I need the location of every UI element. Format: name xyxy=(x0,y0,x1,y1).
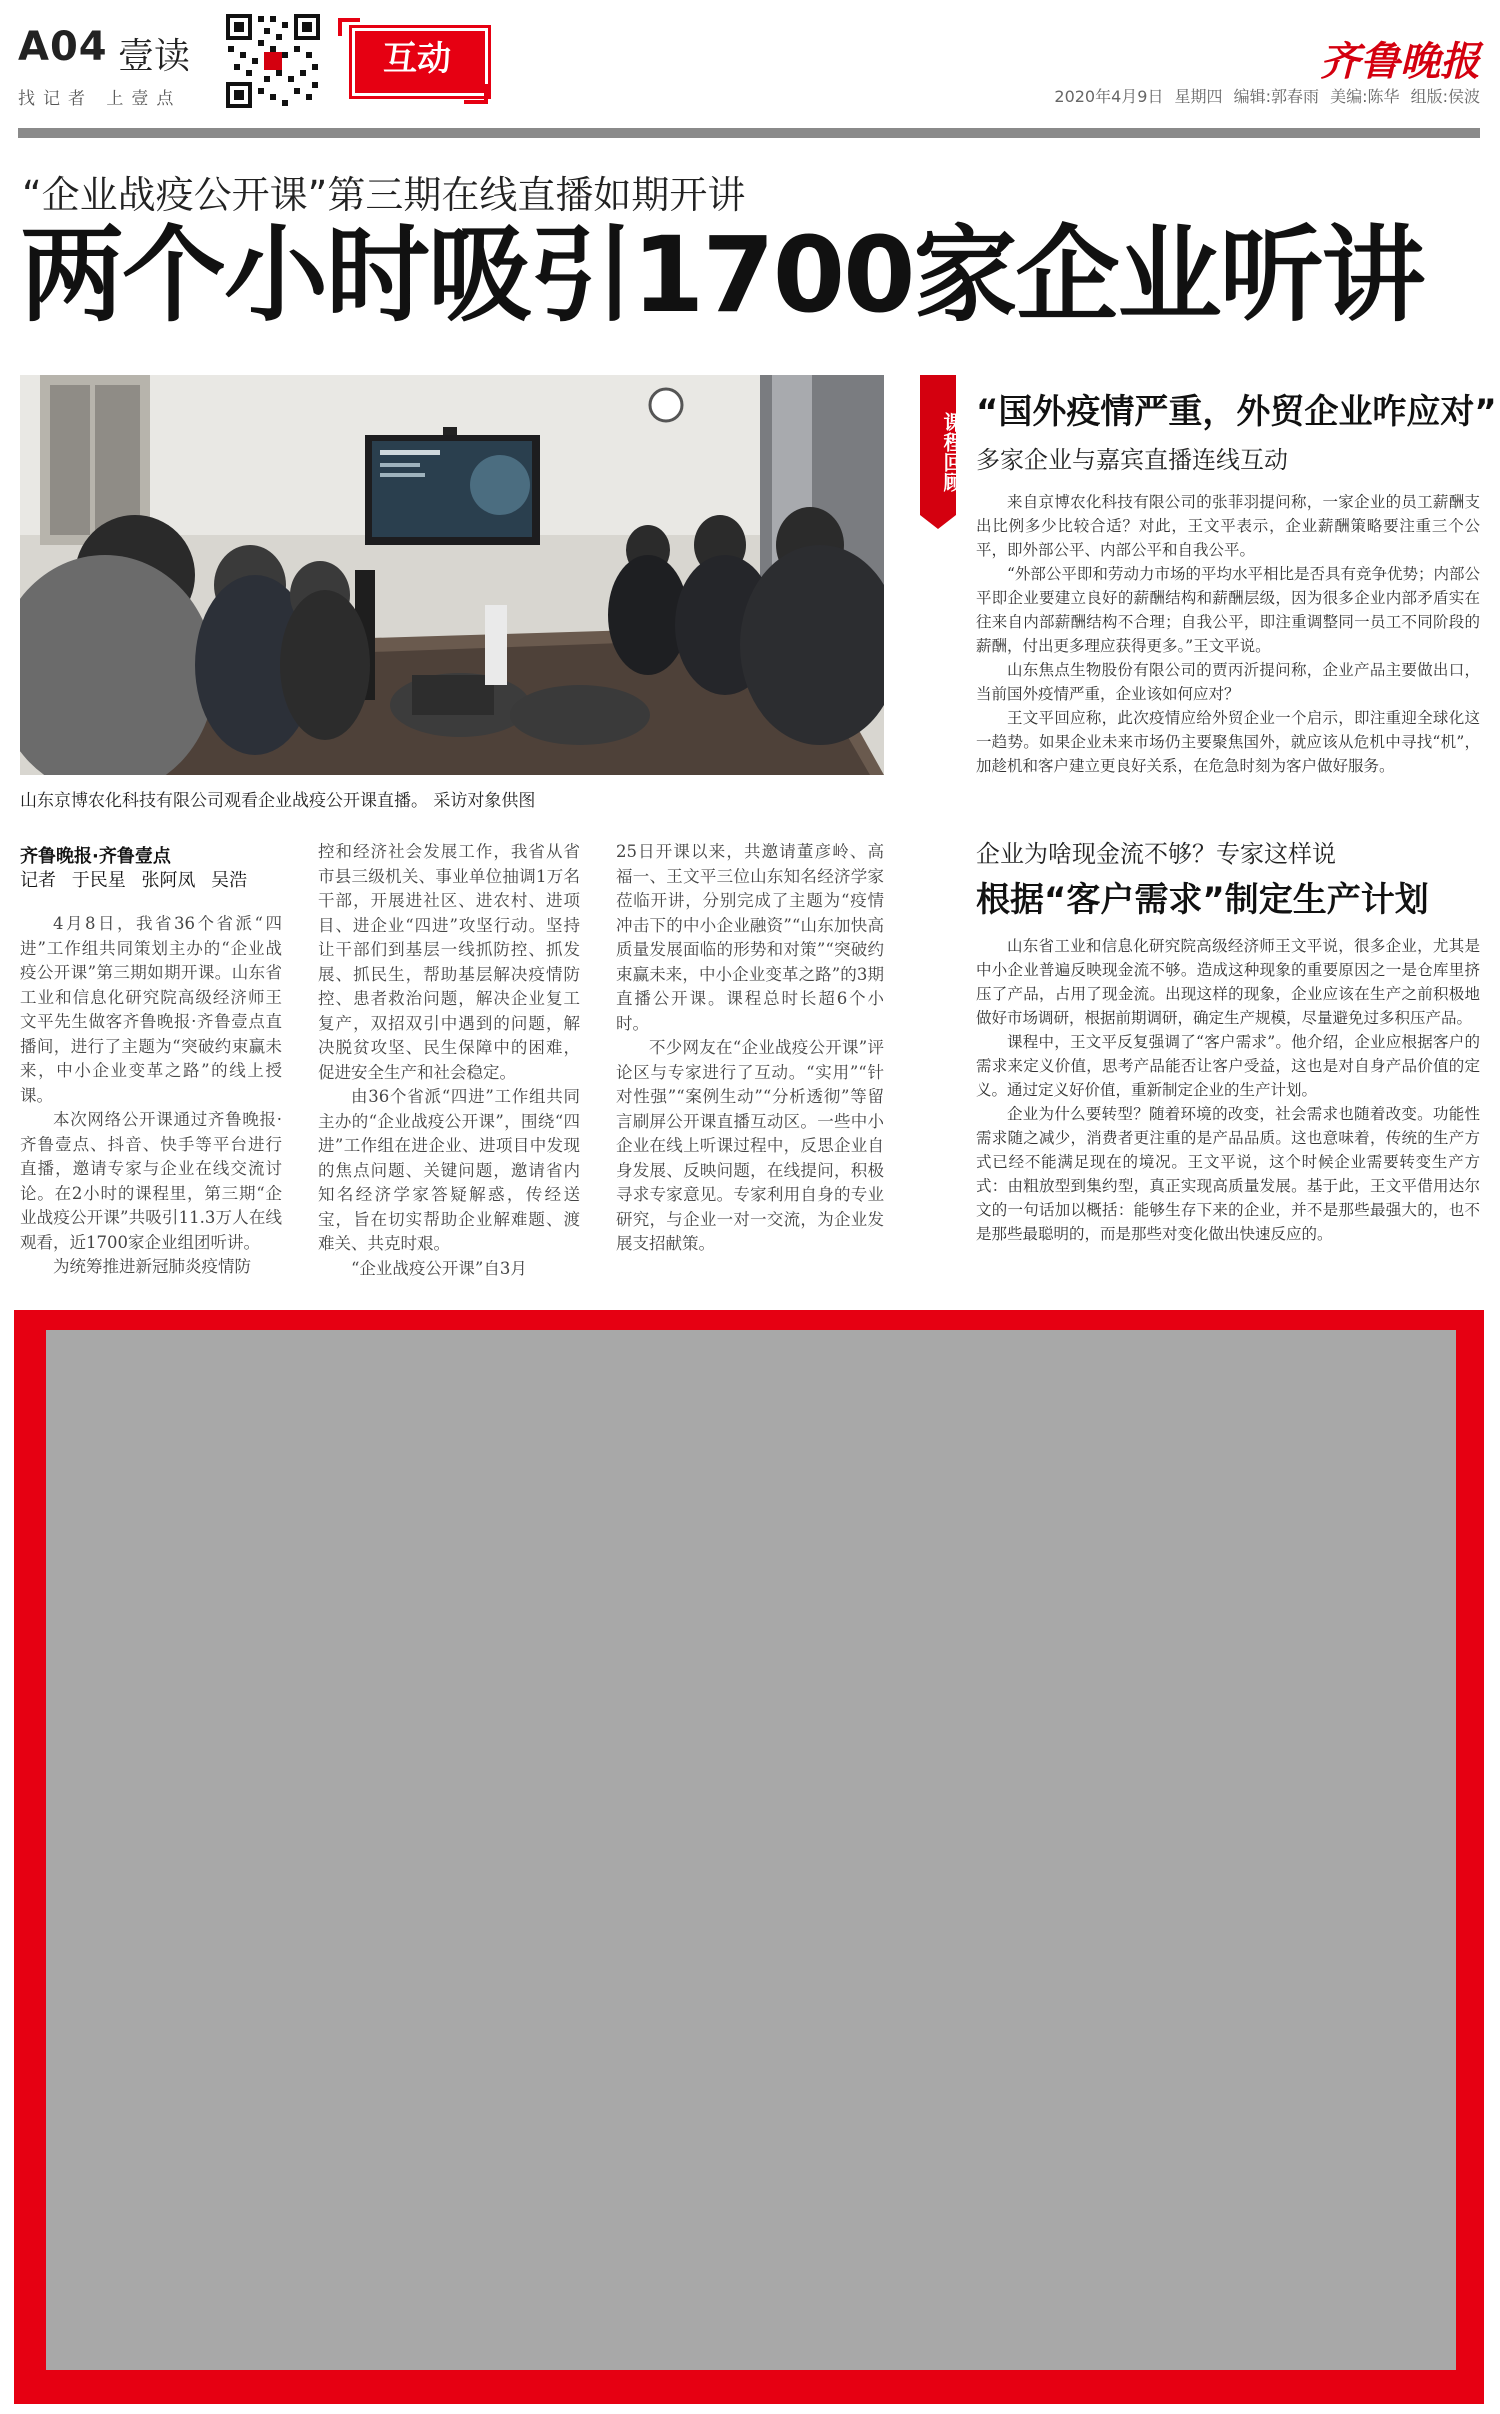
paragraph: 控和经济社会发展工作，我省从省市县三级机关、事业单位抽调1万名干部，开展进社区、进农村、进项目、进企业“四进”攻坚行动。坚持让干部们到基层一线抓防控、抓发展、抓民生，帮助基层解决疫情防控、患者救治问题，解决企业复工复产，双招双引中遇到的问题，解决脱贫攻坚、民生保障中的困难，促进安全生产和社会稳定。 xyxy=(318,842,580,1082)
byline-authors: 记者 于民星 张阿凤 吴浩 xyxy=(20,870,248,891)
paragraph: 企业为什么要转型？随着环境的改变，社会需求也随着改变。功能性需求随之减少，消费者更注重的是产品品质。这也意味着，传统的生产方式已经不能满足现在的境况。王文平说，这个时候企业需要转变生产方式：由粗放型到集约型，真正实现高质量发展。基于此，王文平借用达尔文的一句话加以概括：能够生存下来的企业，并不是那些最强大的，也不是那些最聪明的，而是那些对变化做出快速反应的。 xyxy=(976,1105,1480,1243)
paragraph: 由36个省派“四进”工作组共同主办的“企业战疫公开课”，围绕“四进”工作组在进企业、进项目中发现的焦点问题、关键问题，邀请省内知名经济学家答疑解惑，传经送宝，旨在切实帮助企业解难题、渡难关、共克时艰。 xyxy=(318,1087,580,1253)
article-column-3 xyxy=(616,840,884,1257)
brand-logo: 齐鲁晚报 xyxy=(1320,38,1480,85)
paragraph: 山东焦点生物股份有限公司的贾丙沂提问称，企业产品主要做出口，当前国外疫情严重，企业该如何应对？ xyxy=(976,661,1480,703)
tag-label: 互动 xyxy=(383,39,451,79)
article-kicker: “企业战疫公开课”第三期在线直播如期开讲 xyxy=(22,173,746,217)
page-number: A04 xyxy=(18,24,108,70)
paragraph: 王文平回应称，此次疫情应给外贸企业一个启示，即注重迎全球化这一趋势。如果企业未来市场仍主要聚焦国外，就应该从危机中寻找“机”，加趁机和客户建立更良好关系，在危急时刻为客户做好服务。 xyxy=(976,709,1480,775)
sidebar-subtitle-1: 多家企业与嘉宾直播连线互动 xyxy=(976,446,1288,474)
paragraph: 为统筹推进新冠肺炎疫情防 xyxy=(53,1257,251,1276)
article-headline: 两个小时吸引1700家企业听讲 xyxy=(20,214,1424,336)
sidebar-body-2 xyxy=(976,934,1480,1246)
article-column-1 xyxy=(20,912,282,1280)
sidebar-kicker-2: 企业为啥现金流不够？专家这样说 xyxy=(976,840,1336,868)
slogan: 找记者 上壹点 xyxy=(18,89,182,109)
sidebar-body-1 xyxy=(976,490,1480,778)
sidebar-vertical-label: 课程回顾 xyxy=(940,412,964,492)
paragraph: 本次网络公开课通过齐鲁晚报·齐鲁壹点、抖音、快手等平台进行直播，邀请专家与企业在线交流讨论。在2小时的课程里，第三期“企业战疫公开课”共吸引11.3万人在线观看，近1700家企业组团听讲。 xyxy=(20,1110,282,1252)
paragraph: “外部公平即和劳动力市场的平均水平相比是否具有竞争优势；内部公平即企业要建立良好的薪酬结构和薪酬层级，因为很多企业内部矛盾实在往来自内部薪酬结构不合理；自我公平，即注重调整同一员工不同阶段的薪酬，付出更多理应获得更多。”王文平说。 xyxy=(976,565,1480,655)
header-rule xyxy=(18,128,1480,138)
sidebar-title-1: “国外疫情严重，外贸企业咋应对” xyxy=(976,392,1497,432)
advertisement-placeholder xyxy=(46,1330,1456,2370)
sidebar-title-2: 根据“客户需求”制定生产计划 xyxy=(976,880,1429,920)
issue-meta: 2020年4月9日 星期四 编辑:郭春雨 美编:陈华 组版:侯波 xyxy=(1054,87,1480,106)
section-tag xyxy=(338,18,488,104)
byline-source: 齐鲁晚报·齐鲁壹点 xyxy=(20,846,171,867)
sidebar-label-tip xyxy=(920,515,956,529)
article-photo xyxy=(20,375,884,775)
article-column-2 xyxy=(318,840,580,1281)
paragraph: 课程中，王文平反复强调了“客户需求”。他介绍，企业应根据客户的需求来定义价值，思考产品能否让客户受益，这也是对自身产品价值的定义。通过定义好价值，重新制定企业的生产计划。 xyxy=(976,1033,1480,1099)
section-name: 壹读 xyxy=(118,36,191,77)
qr-code-icon[interactable] xyxy=(224,12,322,110)
paragraph: 山东省工业和信息化研究院高级经济师王文平说，很多企业，尤其是中小企业普遍反映现金流不够。造成这种现象的重要原因之一是仓库里挤压了产品，占用了现金流。出现这样的现象，企业应该在生产之前积极地做好市场调研，根据前期调研，确定生产规模，尽量避免过多积压产品。 xyxy=(976,937,1480,1027)
paragraph: 不少网友在“企业战疫公开课”评论区与专家进行了互动。“实用”“针对性强”“案例生动”“分析透彻”等留言刷屏公开课直播互动区。一些中小企业在线上听课过程中，反思企业自身发展、反映问题，在线提问，积极寻求专家意见。专家利用自身的专业研究，与企业一对一交流，为企业发展支招献策。 xyxy=(616,1038,884,1253)
paragraph: 25日开课以来，共邀请董彦岭、高福一、王文平三位山东知名经济学家莅临开讲，分别完成了主题为“疫情冲击下的中小企业融资”“山东加快高质量发展面临的形势和对策”“突破约束赢未来，中小企业变革之路”的3期直播公开课。课程总时长超6个小时。 xyxy=(616,842,884,1033)
paragraph: 来自京博农化科技有限公司的张菲羽提问称，一家企业的员工薪酬支出比例多少比较合适？对此，王文平表示，企业薪酬策略要注重三个公平，即外部公平、内部公平和自我公平。 xyxy=(976,493,1480,559)
paragraph: 4月8日，我省36个省派“四进”工作组共同策划主办的“企业战疫公开课”第三期如期开课。山东省工业和信息化研究院高级经济师王文平先生做客齐鲁晚报·齐鲁壹点直播间，进行了主题为“突破约束赢未来，中小企业变革之路”的线上授课。 xyxy=(20,914,282,1105)
photo-caption: 山东京博农化科技有限公司观看企业战疫公开课直播。 采访对象供图 xyxy=(20,791,536,811)
paragraph: “企业战疫公开课”自3月 xyxy=(351,1258,527,1278)
